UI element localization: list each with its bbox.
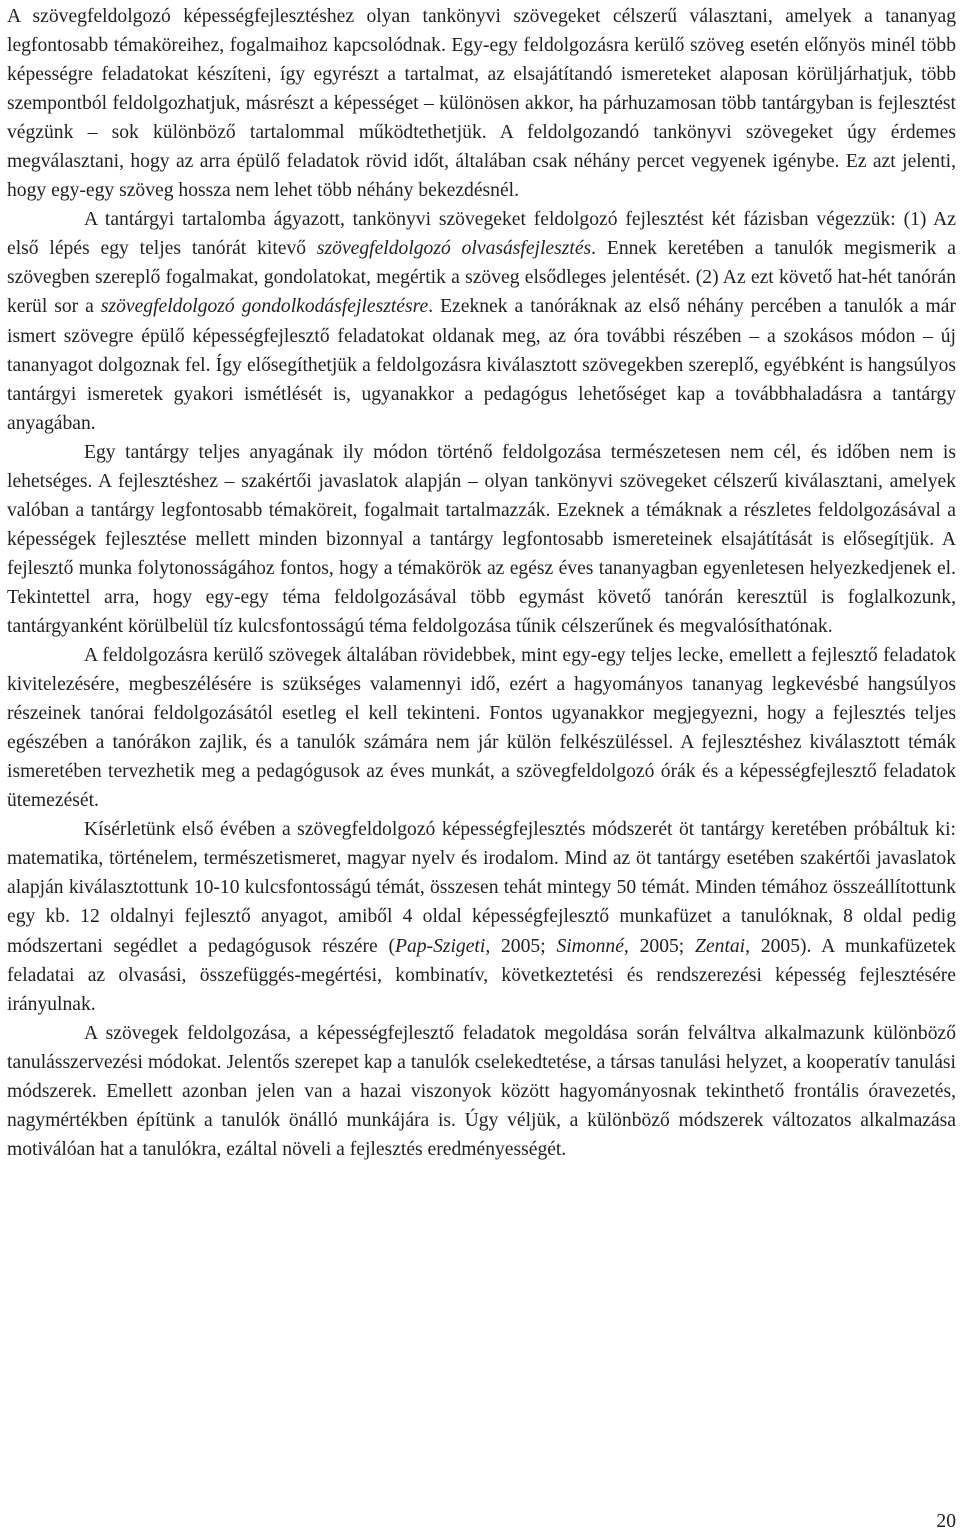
- text-segment: 2005;: [490, 935, 557, 957]
- text-segment: 2005;: [628, 935, 696, 957]
- italic-text: Zentai,: [695, 935, 751, 957]
- paragraph: [7, 1019, 956, 1164]
- text-segment: A szövegek feldolgozása, a képességfejlesztő feladatok megoldása során felváltva alkalmazunk különböző tanulásszervezési módokat. Jelentős szerepet kap a tanulók cselekedtetése, a társas tanulási helyzet, a kooperatív tanulási módszerek. Emellett azonban jelen van a hazai viszonyok között hagyományosnak tekinthető frontális óravezetés, nagymértékben építünk a tanulók önálló munkájára is. Úgy véljük, a különböző módszerek változatos alkalmazása motiválóan hat a tanulókra, ezáltal növeli a fejlesztés eredményességét.: [7, 1022, 956, 1160]
- paragraph: [7, 205, 956, 437]
- paragraph: [7, 438, 956, 641]
- body-text: [7, 2, 956, 1164]
- text-segment: A szövegfeldolgozó képességfejlesztéshez olyan tankönyvi szövegeket célszerű választani, amelyek a tananyag legfontosabb témaköreihez, fogalmaihoz kapcsolódnak. Egy-egy feldolgozásra kerülő szöveg esetén előnyös minél több képességre feladatokat készíteni, így egyrészt a tartalmat, az elsajátítandó ismereteket alaposan körüljárhatjuk, több szempontból feldolgozhatjuk, másrészt a képességet – különösen akkor, ha párhuzamosan több tantárgyban is fejlesztést végzünk – sok különböző tartalommal működtethetjük. A feldolgozandó tankönyvi szövegeket úgy érdemes megválasztani, hogy az arra épülő feladatok rövid időt, általában csak néhány percet vegyenek igénybe. Ez azt jelenti, hogy egy-egy szöveg hossza nem lehet több néhány bekezdésnél.: [7, 6, 956, 202]
- paragraph: [7, 2, 956, 205]
- page-number: 20: [936, 1511, 956, 1532]
- text-segment: A tantárgyi tartalomba ágyazott, tankönyvi szövegeket feldolgozó fejlesztést két fázisban végezzük: (1) Az első lépés egy teljes tanórát kitevő: [7, 209, 956, 260]
- text-segment: . Ennek keretében a tanulók megismerik a szövegben szereplő fogalmakat, gondolatokat, megértik a szöveg elsődleges jelentését. (2) Az ezt követő hat-hét tanórán kerül sor a: [7, 238, 956, 318]
- italic-text: Pap-Szigeti,: [394, 935, 491, 957]
- text-segment: Egy tantárgy teljes anyagának ily módon történő feldolgozása természetesen nem cél, és időben nem is lehetséges. A fejlesztéshez – szakértői javaslatok alapján – olyan tankönyvi szövegeket célszerű kiválasztani, amelyek valóban a tantárgy legfontosabb témaköreit, fogalmait tartalmazzák. Ezeknek a témáknak a részletes feldolgozásával a képességek fejlesztése mellett minden bizonnyal a tantárgy legfontosabb ismereteinek elsajátítását is elősegítjük. A fejlesztő munka folytonosságához fontos, hogy a témakörök az egész éves tananyagban egyenletesen helyezkedjenek el. Tekintettel arra, hogy egy-egy téma feldolgozásával több egymást követő tanórán keresztül is foglalkozunk, tantárgyanként körülbelül tíz kulcsfontosságú téma feldolgozása tűnik célszerűnek és megvalósíthatónak.: [7, 441, 956, 637]
- text-segment: 2005). A munkafüzetek feladatai az olvasási, összefüggés-megértési, kombinatív, következtetési és rendszerezési képesség fejlesztésére irányulnak.: [7, 935, 956, 1015]
- italic-text: Simonné,: [556, 935, 629, 957]
- text-segment: . Ezeknek a tanóráknak az első néhány percében a tanulók a már ismert szövegre épülő képességfejlesztő feladatokat oldanak meg, az óra további részében – a szokásos módon – új tananyagot dolgoznak fel. Így elősegíthetjük a feldolgozásra kiválasztott szövegekben szereplő, egyébként is hangsúlyos tantárgyi ismeretek gyakori ismétlését is, ugyanakkor a pedagógus lehetőséget kap a továbbhaladásra a tantárgy anyagában.: [7, 296, 956, 434]
- paragraph: [7, 815, 956, 1018]
- italic-text: szövegfeldolgozó gondolkodásfejlesztésre: [100, 296, 429, 318]
- text-segment: A feldolgozásra kerülő szövegek általában rövidebbek, mint egy-egy teljes lecke, emellett a fejlesztő feladatok kivitelezésére, megbeszélésére is szükséges valamennyi idő, ezért a hagyományos tananyag legkevésbé hangsúlyos részeinek tanórai feldolgozásától esetleg el kell tekinteni. Fontos ugyanakkor megjegyezni, hogy a fejlesztés teljes egészében a tanórákon zajlik, és a tanulók számára nem jár külön felkészüléssel. A fejlesztéshez kiválasztott témák ismeretében tervezhetik meg a pedagógusok az éves munkát, a szövegfeldolgozó órák és a képességfejlesztő feladatok ütemezését.: [7, 645, 956, 812]
- paragraph: [7, 641, 956, 815]
- italic-text: szövegfeldolgozó olvasásfejlesztés: [316, 238, 592, 260]
- text-segment: Kísérletünk első évében a szövegfeldolgozó képességfejlesztés módszerét öt tantárgy keretében próbáltuk ki: matematika, történelem, természetismeret, magyar nyelv és irodalom. Mind az öt tantárgy esetében szakértői javaslatok alapján kiválasztottunk 10-10 kulcsfontosságú témát, összesen tehát mintegy 50 témát. Minden témához összeállítottunk egy kb. 12 oldalnyi fejlesztő anyagot, amiből 4 oldal képességfejlesztő munkafüzet a tanulóknak, 8 oldal pedig módszertani segédlet a pedagógusok részére (: [7, 819, 956, 957]
